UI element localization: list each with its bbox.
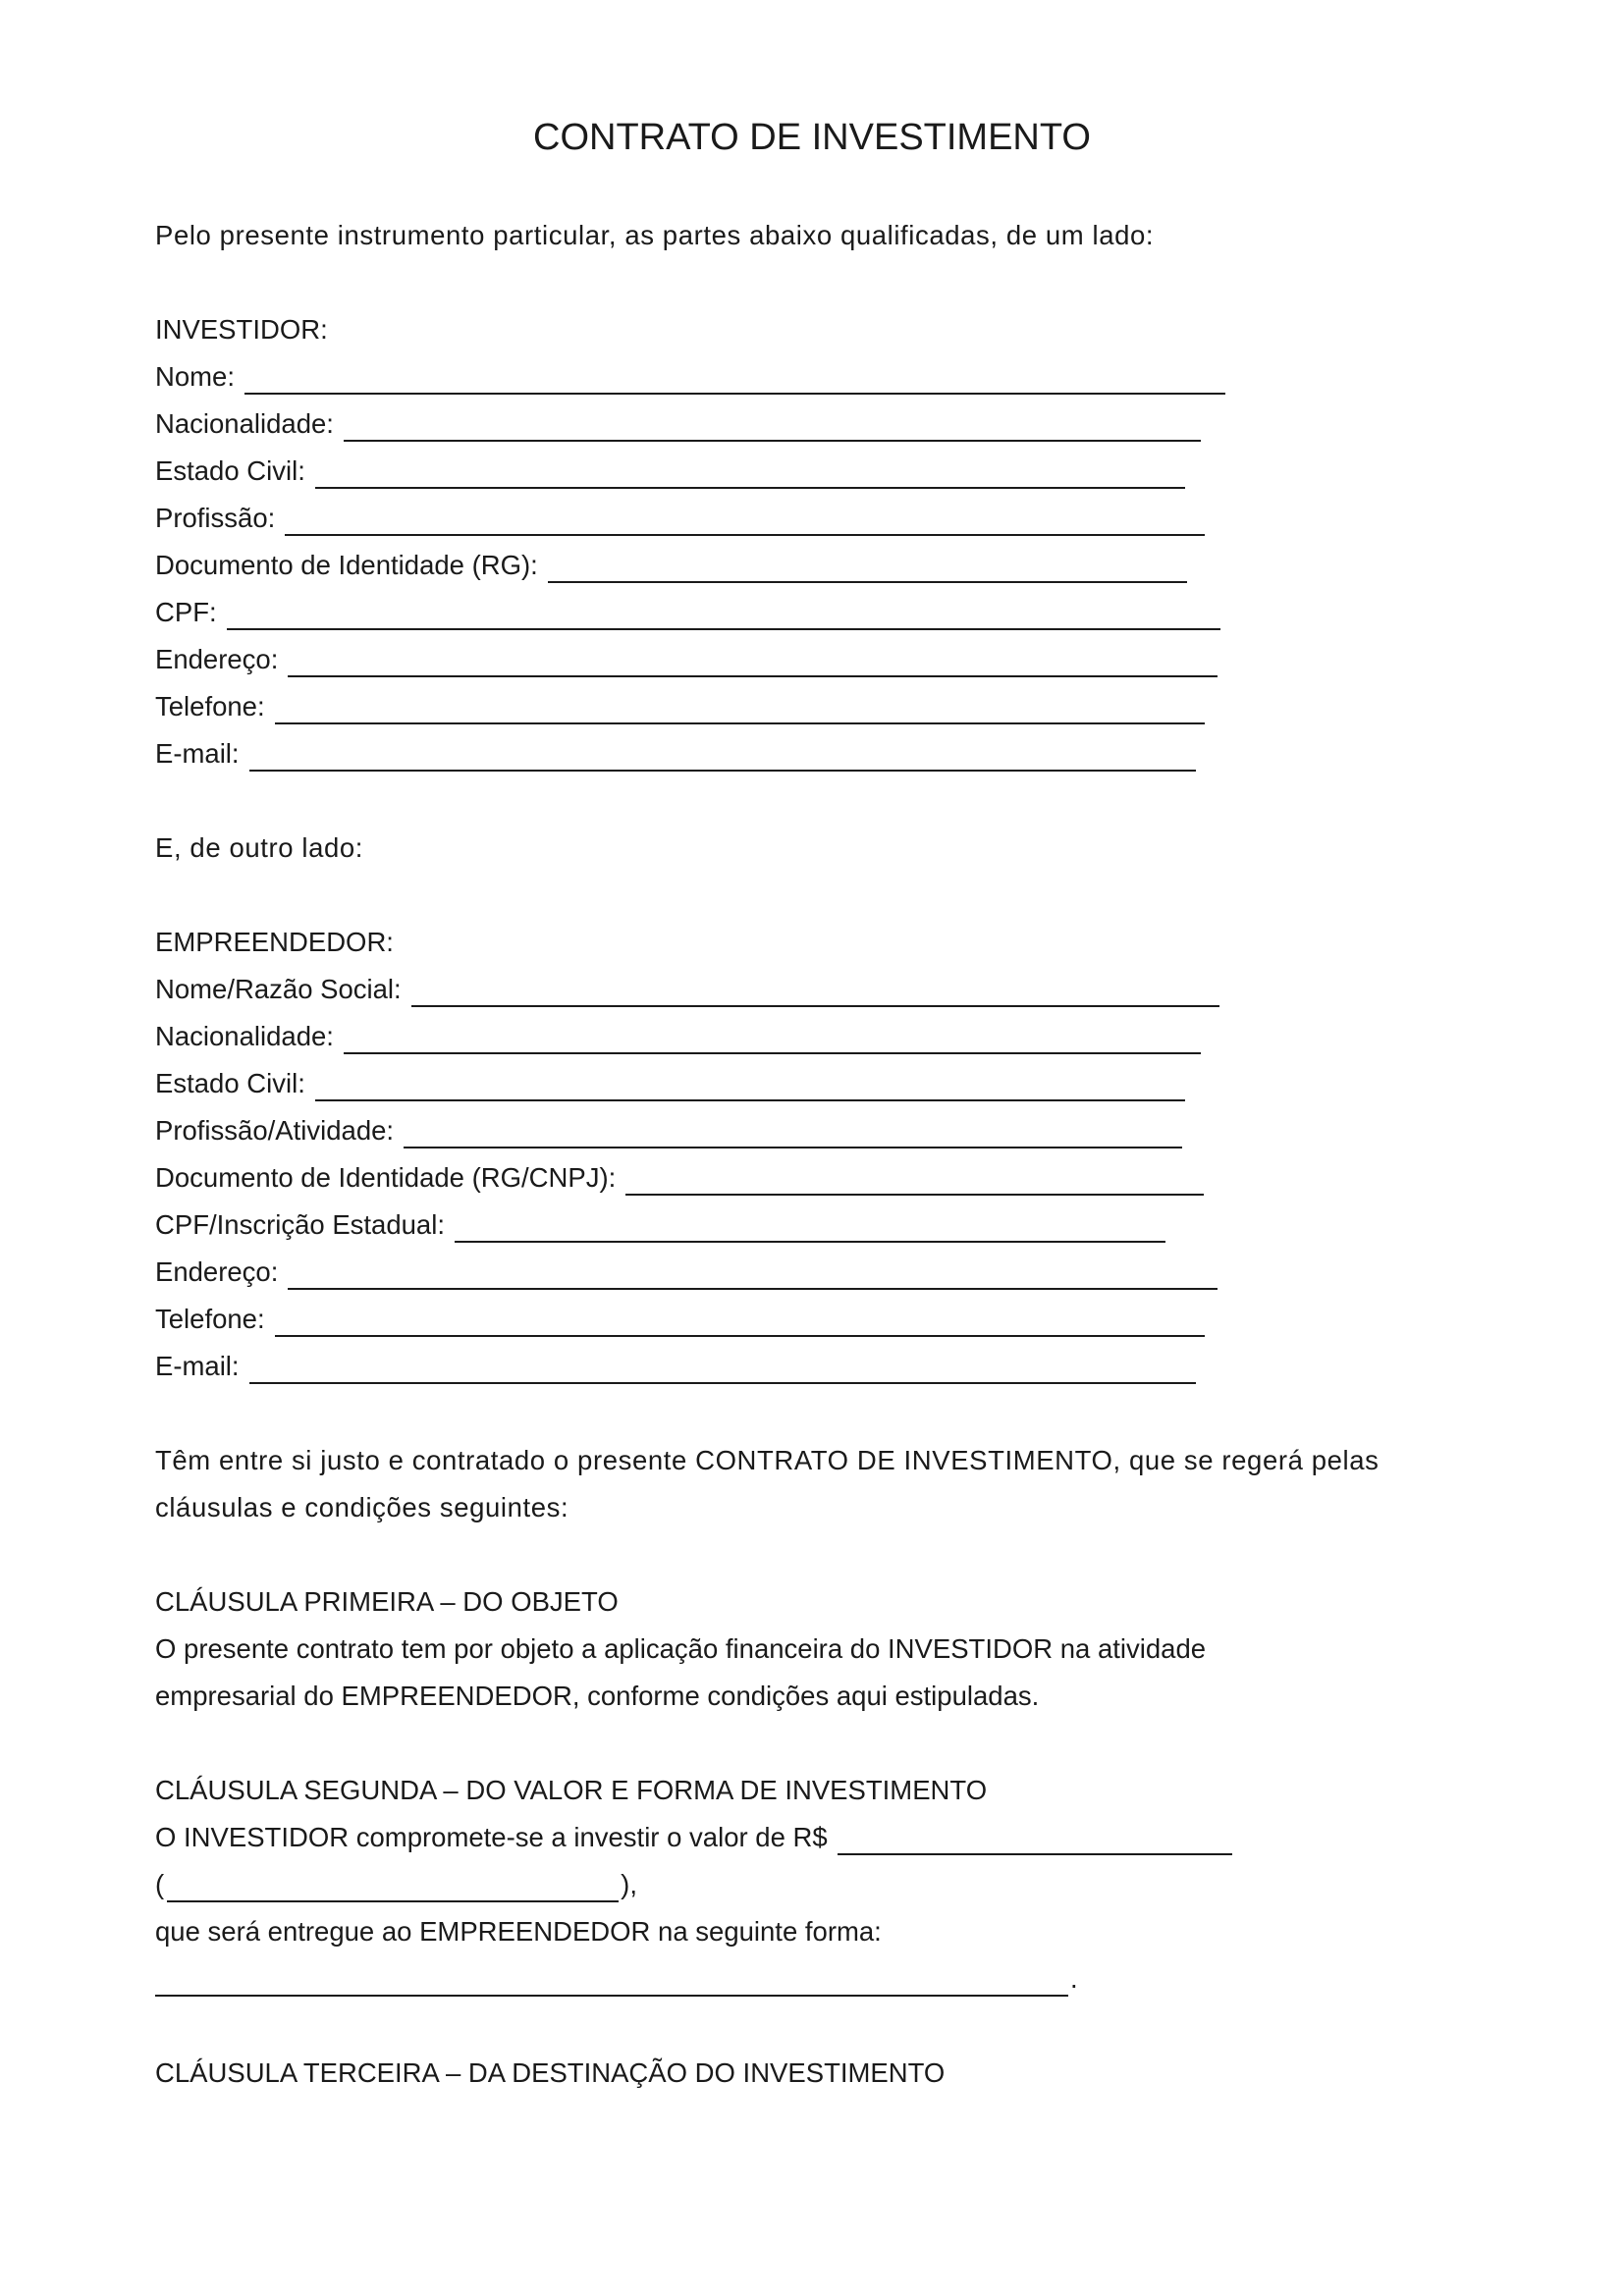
entrepreneur-cpf-blank[interactable] <box>455 1211 1165 1243</box>
investor-profession-blank[interactable] <box>285 505 1205 536</box>
investor-phone-field: Telefone: <box>155 689 1205 724</box>
investor-cpf-field: CPF: <box>155 595 1220 630</box>
entrepreneur-nationality-field: Nacionalidade: <box>155 1019 1201 1054</box>
clause-1-heading: CLÁUSULA PRIMEIRA – DO OBJETO <box>155 1586 619 1617</box>
clause-2-heading: CLÁUSULA SEGUNDA – DO VALOR E FORMA DE INVESTIMENTO <box>155 1775 988 1805</box>
entrepreneur-profession-blank[interactable] <box>404 1117 1182 1148</box>
entrepreneur-phone-field: Telefone: <box>155 1302 1205 1337</box>
investor-profession-field: Profissão: <box>155 501 1205 536</box>
investor-phone-blank[interactable] <box>275 693 1205 724</box>
investor-email-field: E-mail: <box>155 736 1196 772</box>
investor-address-blank[interactable] <box>288 646 1218 677</box>
investor-heading: INVESTIDOR: <box>155 314 328 345</box>
intro-text: Pelo presente instrumento particular, as partes abaixo qualificadas, de um lado: <box>155 220 1155 250</box>
investor-nationality-field: Nacionalidade: <box>155 406 1201 442</box>
clause-1-line-2: empresarial do EMPREENDEDOR, conforme condições aqui estipuladas. <box>155 1681 1040 1711</box>
clause-2-delivery-line: que será entregue ao EMPREENDEDOR na seguinte forma: <box>155 1916 882 1947</box>
investment-amount-words-blank[interactable] <box>167 1871 619 1902</box>
investor-cpf-blank[interactable] <box>227 599 1220 630</box>
investment-amount-blank[interactable] <box>838 1824 1232 1855</box>
entrepreneur-profession-field: Profissão/Atividade: <box>155 1113 1182 1148</box>
delivery-form-blank[interactable] <box>155 1965 1068 1997</box>
entrepreneur-phone-blank[interactable] <box>275 1306 1205 1337</box>
investor-marital-status-field: Estado Civil: <box>155 454 1185 489</box>
entrepreneur-heading: EMPREENDEDOR: <box>155 927 394 957</box>
investor-nationality-blank[interactable] <box>344 410 1201 442</box>
investor-id-blank[interactable] <box>548 552 1187 583</box>
entrepreneur-address-blank[interactable] <box>288 1258 1218 1290</box>
document-title: CONTRATO DE INVESTIMENTO <box>533 117 1091 158</box>
entrepreneur-cpf-field: CPF/Inscrição Estadual: <box>155 1207 1165 1243</box>
clause-3-heading: CLÁUSULA TERCEIRA – DA DESTINAÇÃO DO INVESTIMENTO <box>155 2057 946 2088</box>
investor-marital-status-blank[interactable] <box>315 457 1185 489</box>
investor-id-field: Documento de Identidade (RG): <box>155 548 1187 583</box>
entrepreneur-nationality-blank[interactable] <box>344 1023 1201 1054</box>
clause-2-amount-words-line: ( ), <box>155 1867 637 1902</box>
clause-1-line-1: O presente contrato tem por objeto a aplicação financeira do INVESTIDOR na atividade <box>155 1633 1207 1664</box>
investor-name-field: Nome: <box>155 359 1225 395</box>
investor-email-blank[interactable] <box>249 740 1196 772</box>
entrepreneur-name-field: Nome/Razão Social: <box>155 972 1219 1007</box>
entrepreneur-email-blank[interactable] <box>249 1353 1196 1384</box>
entrepreneur-name-blank[interactable] <box>411 976 1219 1007</box>
investor-address-field: Endereço: <box>155 642 1218 677</box>
agreement-line-1: Têm entre si justo e contratado o presente CONTRATO DE INVESTIMENTO, que se regerá pelas <box>155 1445 1380 1475</box>
clause-2-amount-line: O INVESTIDOR compromete-se a investir o valor de R$ <box>155 1820 1232 1855</box>
entrepreneur-id-field: Documento de Identidade (RG/CNPJ): <box>155 1160 1204 1196</box>
entrepreneur-address-field: Endereço: <box>155 1255 1218 1290</box>
entrepreneur-marital-status-field: Estado Civil: <box>155 1066 1185 1101</box>
clause-2-delivery-blank-line: . <box>155 1961 1078 1997</box>
entrepreneur-id-blank[interactable] <box>625 1164 1204 1196</box>
investor-name-blank[interactable] <box>244 363 1225 395</box>
entrepreneur-marital-status-blank[interactable] <box>315 1070 1185 1101</box>
agreement-line-2: cláusulas e condições seguintes: <box>155 1492 569 1522</box>
other-side-text: E, de outro lado: <box>155 832 364 863</box>
entrepreneur-email-field: E-mail: <box>155 1349 1196 1384</box>
